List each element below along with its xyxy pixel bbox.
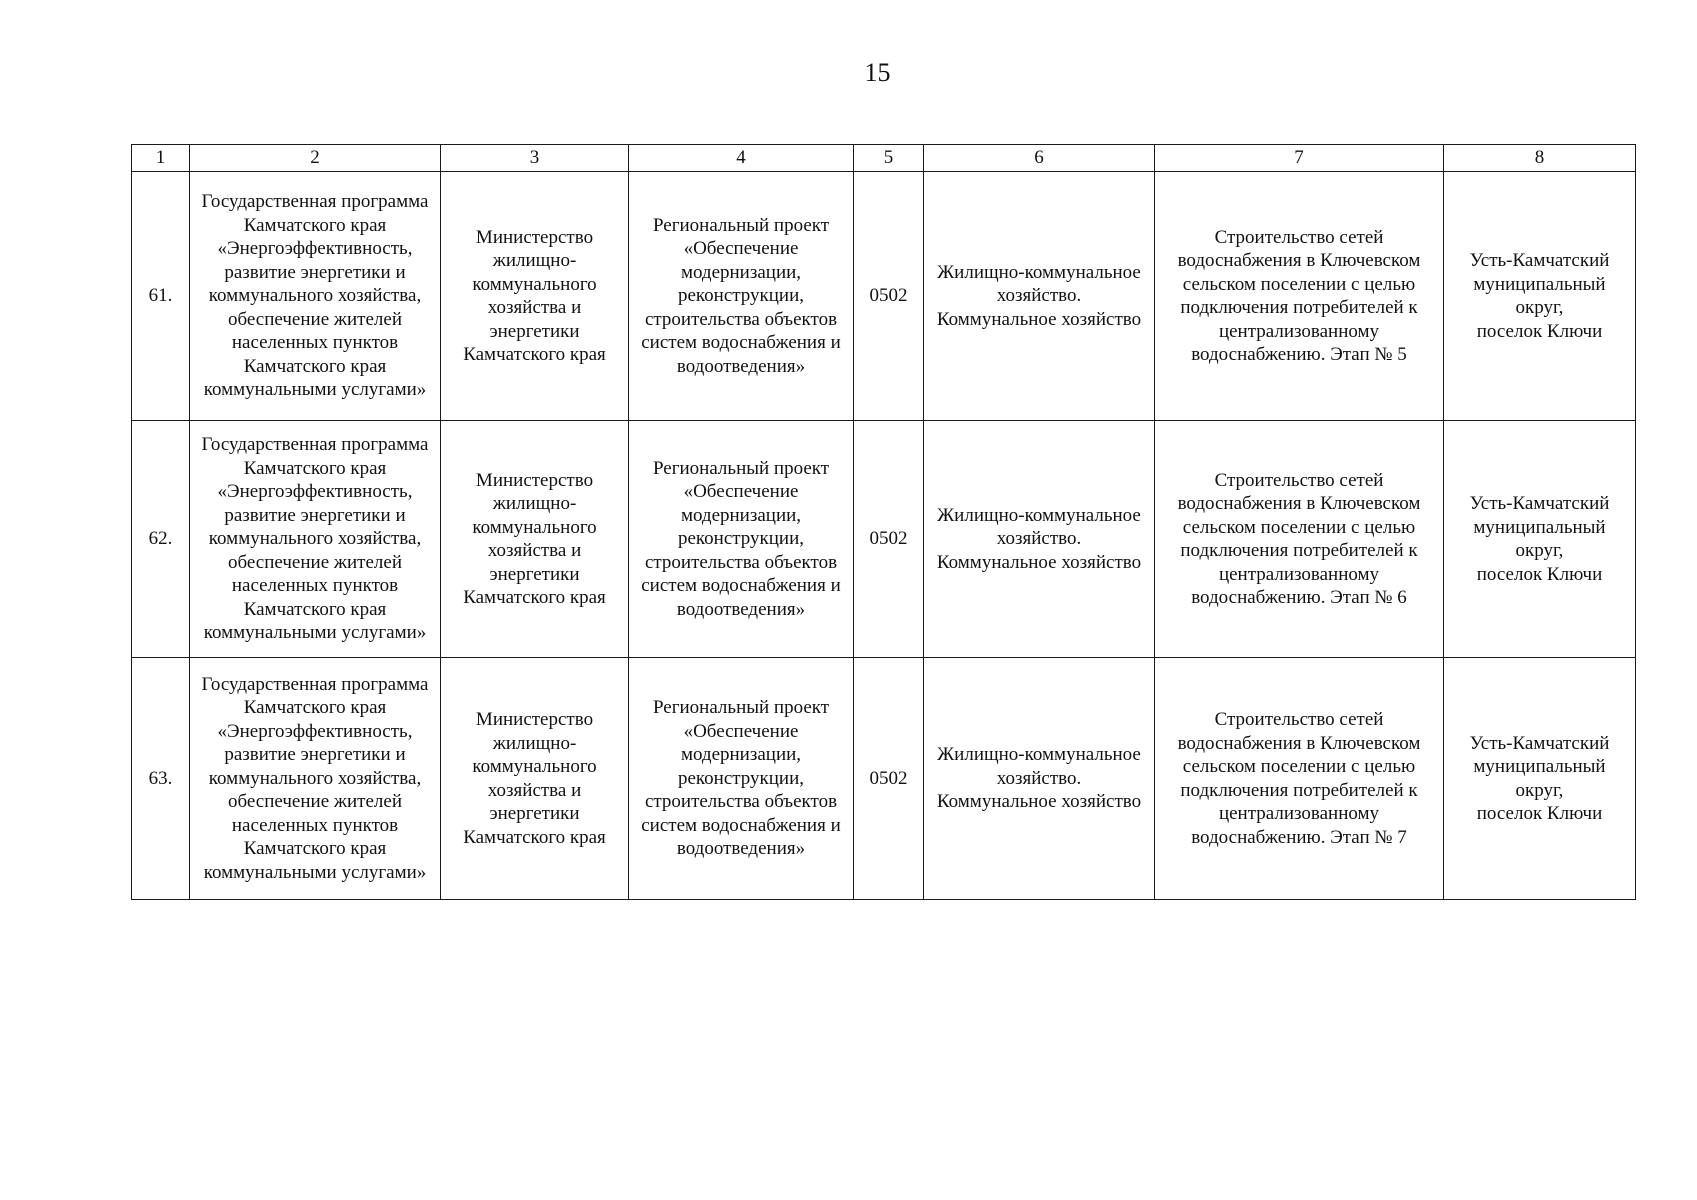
column-header: 8 xyxy=(1444,145,1636,172)
code-text: 0502 xyxy=(869,285,908,307)
ministry-text: Министерство жилищно- коммунального хозяйства и энергетики Камчатского края xyxy=(463,226,606,365)
project-cell xyxy=(629,421,854,658)
sector-cell xyxy=(924,658,1155,900)
row-number-cell xyxy=(132,658,190,900)
project-cell xyxy=(629,658,854,900)
program-cell xyxy=(190,658,441,900)
sector-cell xyxy=(924,172,1155,421)
table-body xyxy=(132,172,1636,900)
code-text: 0502 xyxy=(869,528,908,550)
table-header xyxy=(132,145,1636,172)
sector-text: Жилищно-коммунальное хозяйство. Коммунальное хозяйство xyxy=(936,744,1142,813)
code-text: 0502 xyxy=(869,767,908,789)
program-text: Государственная программа Камчатского края «Энергоэффективность, развитие энергетики и коммунального хозяйства, обеспечение жителей населенных пунктов Камчатского края коммунальными услугами» xyxy=(201,191,429,401)
object-text: Строительство сетей водоснабжения в Ключевском сельском поселении с целью подключения потребителей к централизованному водоснабжению. Этап № 5 xyxy=(1177,226,1421,365)
project-cell xyxy=(629,172,854,421)
code-cell xyxy=(854,658,924,900)
object-cell xyxy=(1155,172,1444,421)
location-cell xyxy=(1444,421,1636,658)
column-header: 7 xyxy=(1155,145,1444,172)
ministry-text: Министерство жилищно- коммунального хозяйства и энергетики Камчатского края xyxy=(463,469,606,608)
program-cell xyxy=(190,421,441,658)
ministry-cell xyxy=(441,172,629,421)
table-row xyxy=(132,658,1636,900)
object-cell xyxy=(1155,658,1444,900)
row-number-cell xyxy=(132,421,190,658)
page-number: 15 xyxy=(864,58,891,87)
document-table xyxy=(131,144,1636,900)
column-header: 2 xyxy=(190,145,441,172)
row-number: 61. xyxy=(148,285,173,307)
row-number-cell xyxy=(132,172,190,421)
location-text: Усть-Камчатский муниципальный округ, поселок Ключи xyxy=(1469,732,1610,824)
row-number: 63. xyxy=(148,767,173,789)
column-header: 5 xyxy=(854,145,924,172)
sector-text: Жилищно-коммунальное хозяйство. Коммунальное хозяйство xyxy=(936,261,1142,330)
ministry-cell xyxy=(441,421,629,658)
ministry-cell xyxy=(441,658,629,900)
location-text: Усть-Камчатский муниципальный округ, поселок Ключи xyxy=(1469,250,1610,342)
location-cell xyxy=(1444,172,1636,421)
table-row xyxy=(132,421,1636,658)
project-text: Региональный проект «Обеспечение модернизации, реконструкции, строительства объектов систем водоснабжения и водоотведения» xyxy=(641,457,841,620)
ministry-text: Министерство жилищно- коммунального хозяйства и энергетики Камчатского края xyxy=(463,709,606,848)
object-cell xyxy=(1155,421,1444,658)
project-text: Региональный проект «Обеспечение модернизации, реконструкции, строительства объектов систем водоснабжения и водоотведения» xyxy=(641,697,841,860)
object-text: Строительство сетей водоснабжения в Ключевском сельском поселении с целью подключения потребителей к централизованному водоснабжению. Этап № 7 xyxy=(1177,709,1421,848)
program-text: Государственная программа Камчатского края «Энергоэффективность, развитие энергетики и коммунального хозяйства, обеспечение жителей населенных пунктов Камчатского края коммунальными услугами» xyxy=(201,434,429,644)
location-cell xyxy=(1444,658,1636,900)
sector-cell xyxy=(924,421,1155,658)
project-text: Региональный проект «Обеспечение модернизации, реконструкции, строительства объектов систем водоснабжения и водоотведения» xyxy=(641,214,841,377)
object-text: Строительство сетей водоснабжения в Ключевском сельском поселении с целью подключения потребителей к централизованному водоснабжению. Этап № 6 xyxy=(1177,469,1421,608)
row-number: 62. xyxy=(148,528,173,550)
program-text: Государственная программа Камчатского края «Энергоэффективность, развитие энергетики и коммунального хозяйства, обеспечение жителей населенных пунктов Камчатского края коммунальными услугами» xyxy=(201,673,429,883)
column-header: 4 xyxy=(629,145,854,172)
program-cell xyxy=(190,172,441,421)
header-row xyxy=(132,145,1636,172)
code-cell xyxy=(854,421,924,658)
column-header: 6 xyxy=(924,145,1155,172)
column-header: 1 xyxy=(132,145,190,172)
sector-text: Жилищно-коммунальное хозяйство. Коммунальное хозяйство xyxy=(936,504,1142,573)
table-row xyxy=(132,172,1636,421)
column-header: 3 xyxy=(441,145,629,172)
code-cell xyxy=(854,172,924,421)
location-text: Усть-Камчатский муниципальный округ, поселок Ключи xyxy=(1469,493,1610,585)
